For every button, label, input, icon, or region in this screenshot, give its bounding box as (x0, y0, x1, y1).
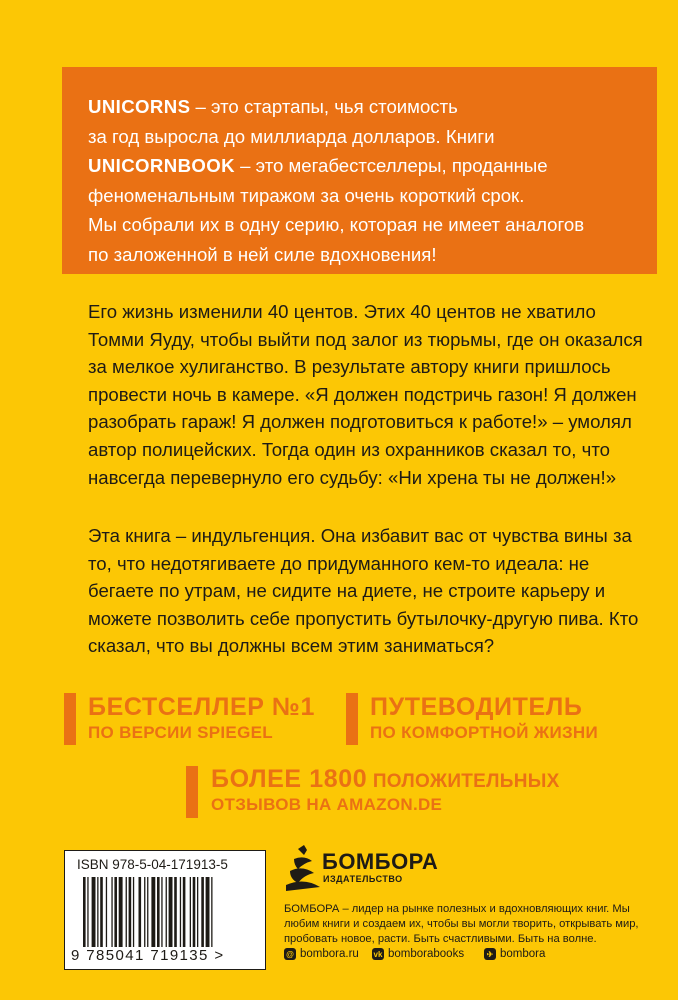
publisher-description: БОМБОРА – лидер на рынке полезных и вдохновляющих книг. Мы любим книги и создаем их, чтобы вы могли творить, открывать мир, пробовать новое, расти. Быть счастливыми. Быть на волне. (284, 903, 639, 945)
barcode-bar (87, 877, 88, 947)
bestseller-subtitle: ПО ВЕРСИИ SPIEGEL (88, 723, 273, 742)
reviews-subtitle: ОТЗЫВОВ НА AMAZON.DE (211, 795, 443, 814)
barcode-bar (211, 877, 212, 947)
banner-line: феноменальным тиражом за очень короткий срок. (88, 184, 525, 206)
guide-subtitle: ПО КОМФОРТНОЙ ЖИЗНИ (370, 723, 599, 742)
badge-bar (64, 693, 76, 745)
barcode-bar (161, 877, 162, 947)
vk-icon: vk (373, 949, 383, 959)
barcode-bar (126, 877, 127, 947)
barcode-bar (83, 877, 86, 947)
social-link-site[interactable]: @ bombora.ru (284, 948, 359, 960)
social-link-telegram[interactable]: ✈ bombora (484, 948, 545, 960)
barcode-bar (92, 877, 96, 947)
barcode-bar (119, 877, 123, 947)
barcode-bar (106, 877, 107, 947)
book-description-paragraph-1: Его жизнь изменили 40 центов. Этих 40 центов не хватило Томми Яуду, чтобы выйти под залог из тюрьмы, где он оказался за мелкое хулиганство. В результате автору книги пришлось провести ночь в камере. «Я должен подстричь газон! Я должен разобрать гараж! Я должен подготовиться к работе!» – умолял автор полицейских. Тогда один из охранников сказал то, что навсегда перевернуло его судьбу: «Ни хрена ты не должен!» (88, 301, 643, 488)
banner-line: за год выросла до миллиарда долларов. Книги (88, 125, 495, 147)
barcode-bar (197, 877, 198, 947)
social-link-vk[interactable]: vk bomborabooks (373, 948, 465, 960)
barcode-digits: 9 785041 719135 > (71, 947, 225, 964)
barcode-bar (111, 877, 112, 947)
barcode-bar (97, 877, 98, 947)
barcode-bar (147, 877, 148, 947)
book-description-paragraph-2: Эта книга – индульгенция. Она избавит вас от чувства вины за то, что недотягиваете до придуманного кем-то идеала: не бегаете по утрам, не сидите на диете, не строите карьеру и можете позволить себе пропустить бутылочку-другую пива. Кто сказал, что вы должны всем этим заниматься? (88, 525, 639, 657)
reviews-badge (211, 764, 560, 816)
publisher-subtitle: ИЗДАТЕЛЬСТВО (323, 874, 403, 884)
barcode-bar (139, 877, 142, 947)
barcode-bar (129, 877, 132, 947)
badge-bar (186, 766, 198, 818)
guide-badge (370, 692, 598, 744)
barcode-bar (166, 877, 167, 947)
guide-title: ПУТЕВОДИТЕЛЬ (370, 693, 583, 721)
barcode-bar (151, 877, 155, 947)
barcode-bar (190, 877, 191, 947)
barcode-bar (193, 877, 196, 947)
barcode-bar (169, 877, 173, 947)
bestseller-title: БЕСТСЕЛЛЕР №1 (88, 693, 316, 721)
banner-line: UNICORNS – это стартапы, чья стоимость (88, 96, 458, 117)
barcode-bar (206, 877, 210, 947)
banner-line: UNICORNBOOK – это мегабестселлеры, проданные (88, 155, 548, 176)
bombora-logo-icon (284, 843, 324, 893)
barcode-image (83, 877, 247, 947)
badge-bar (346, 693, 358, 745)
barcode-bar (183, 877, 186, 947)
barcode-bar (157, 877, 160, 947)
banner-line: по заложенной в ней силе вдохновения! (88, 243, 437, 265)
barcode-bar (201, 877, 204, 947)
telegram-icon: ✈ (484, 948, 496, 960)
at-icon: @ (284, 948, 296, 960)
reviews-title: БОЛЕЕ 1800 ПОЛОЖИТЕЛЬНЫХ (211, 765, 560, 793)
series-description (88, 92, 648, 269)
barcode-bar (144, 877, 145, 947)
bestseller-badge (88, 692, 315, 744)
isbn-label: ISBN 978-5-04-171913-5 (77, 857, 228, 872)
isbn-barcode-box (64, 850, 266, 970)
banner-line: Мы собрали их в одну серию, которая не имеет аналогов (88, 214, 585, 235)
barcode-bar (114, 877, 117, 947)
publisher-name: БОМБОРА (322, 849, 439, 874)
barcode-bar (133, 877, 134, 947)
barcode-bar (180, 877, 181, 947)
barcode-bar (100, 877, 103, 947)
barcode-bar (174, 877, 177, 947)
